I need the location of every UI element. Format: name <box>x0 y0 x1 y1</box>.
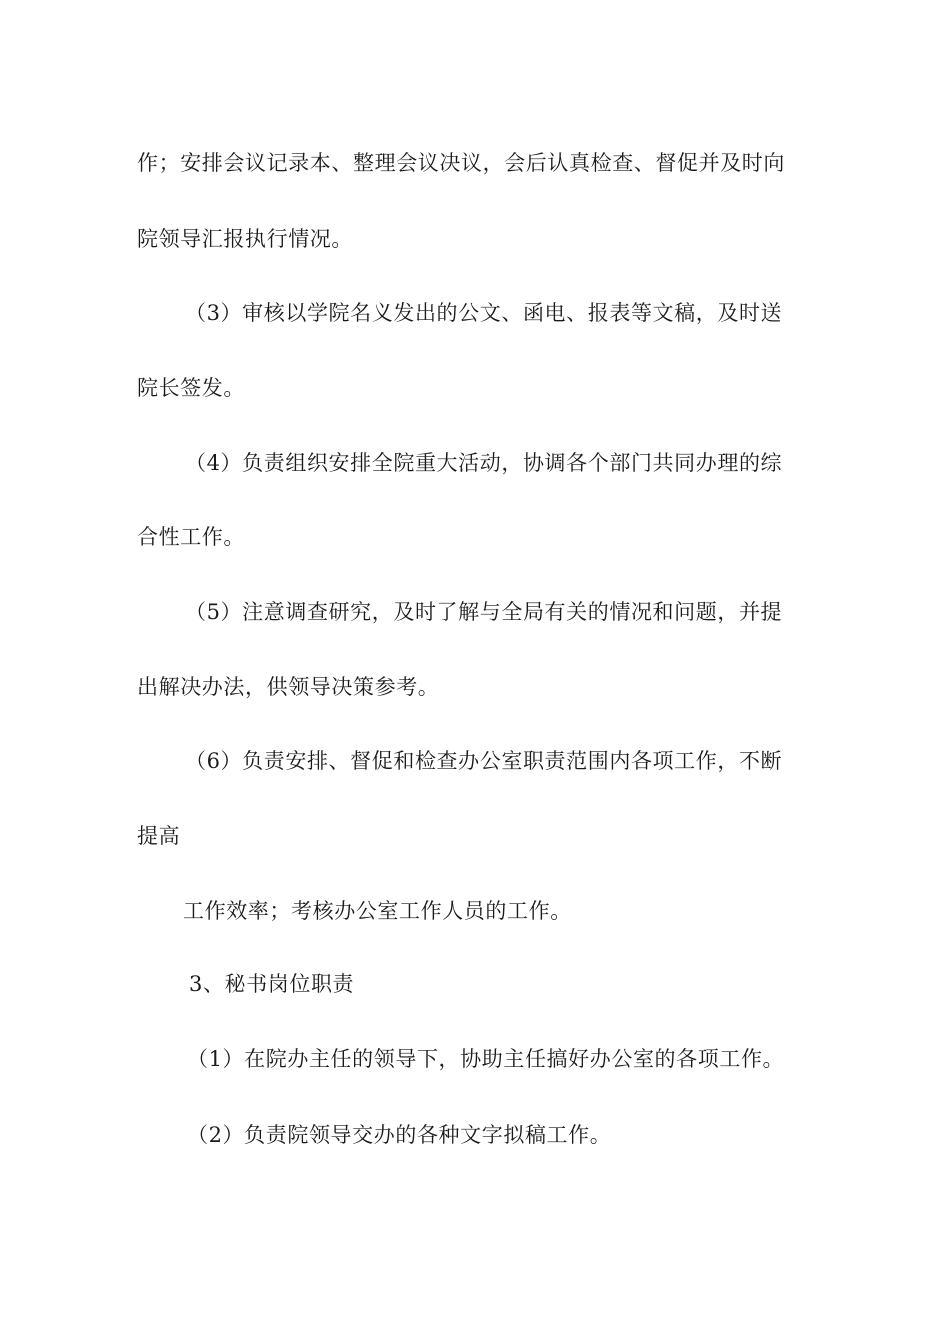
list-item-6: （6）负责安排、督促和检查办公室职责范围内各项工作，不断 <box>185 749 783 773</box>
list-item-4: （4）负责组织安排全院重大活动，协调各个部门共同办理的综 <box>185 451 783 475</box>
paragraph-line: 合性工作。 <box>137 525 245 549</box>
list-item-1: （1）在院办主任的领导下，协助主任搞好办公室的各项工作。 <box>187 1047 785 1071</box>
paragraph-line: 作；安排会议记录本、整理会议决议，会后认真检查、督促并及时向 <box>137 151 785 175</box>
list-item-5: （5）注意调查研究，及时了解与全局有关的情况和问题，并提 <box>185 600 783 624</box>
list-item-2: （2）负责院领导交办的各种文字拟稿工作。 <box>187 1123 612 1147</box>
paragraph-line: 提高 <box>137 824 181 848</box>
paragraph-line: 院长签发。 <box>137 376 245 400</box>
paragraph-line: 出解决办法，供领导决策参考。 <box>137 675 440 699</box>
paragraph-line: 院领导汇报执行情况。 <box>137 227 353 251</box>
paragraph-line: 工作效率；考核办公室工作人员的工作。 <box>183 899 572 923</box>
list-item-3: （3）审核以学院名义发出的公文、函电、报表等文稿，及时送 <box>185 301 783 325</box>
section-heading: 3、秘书岗位职责 <box>189 972 355 996</box>
